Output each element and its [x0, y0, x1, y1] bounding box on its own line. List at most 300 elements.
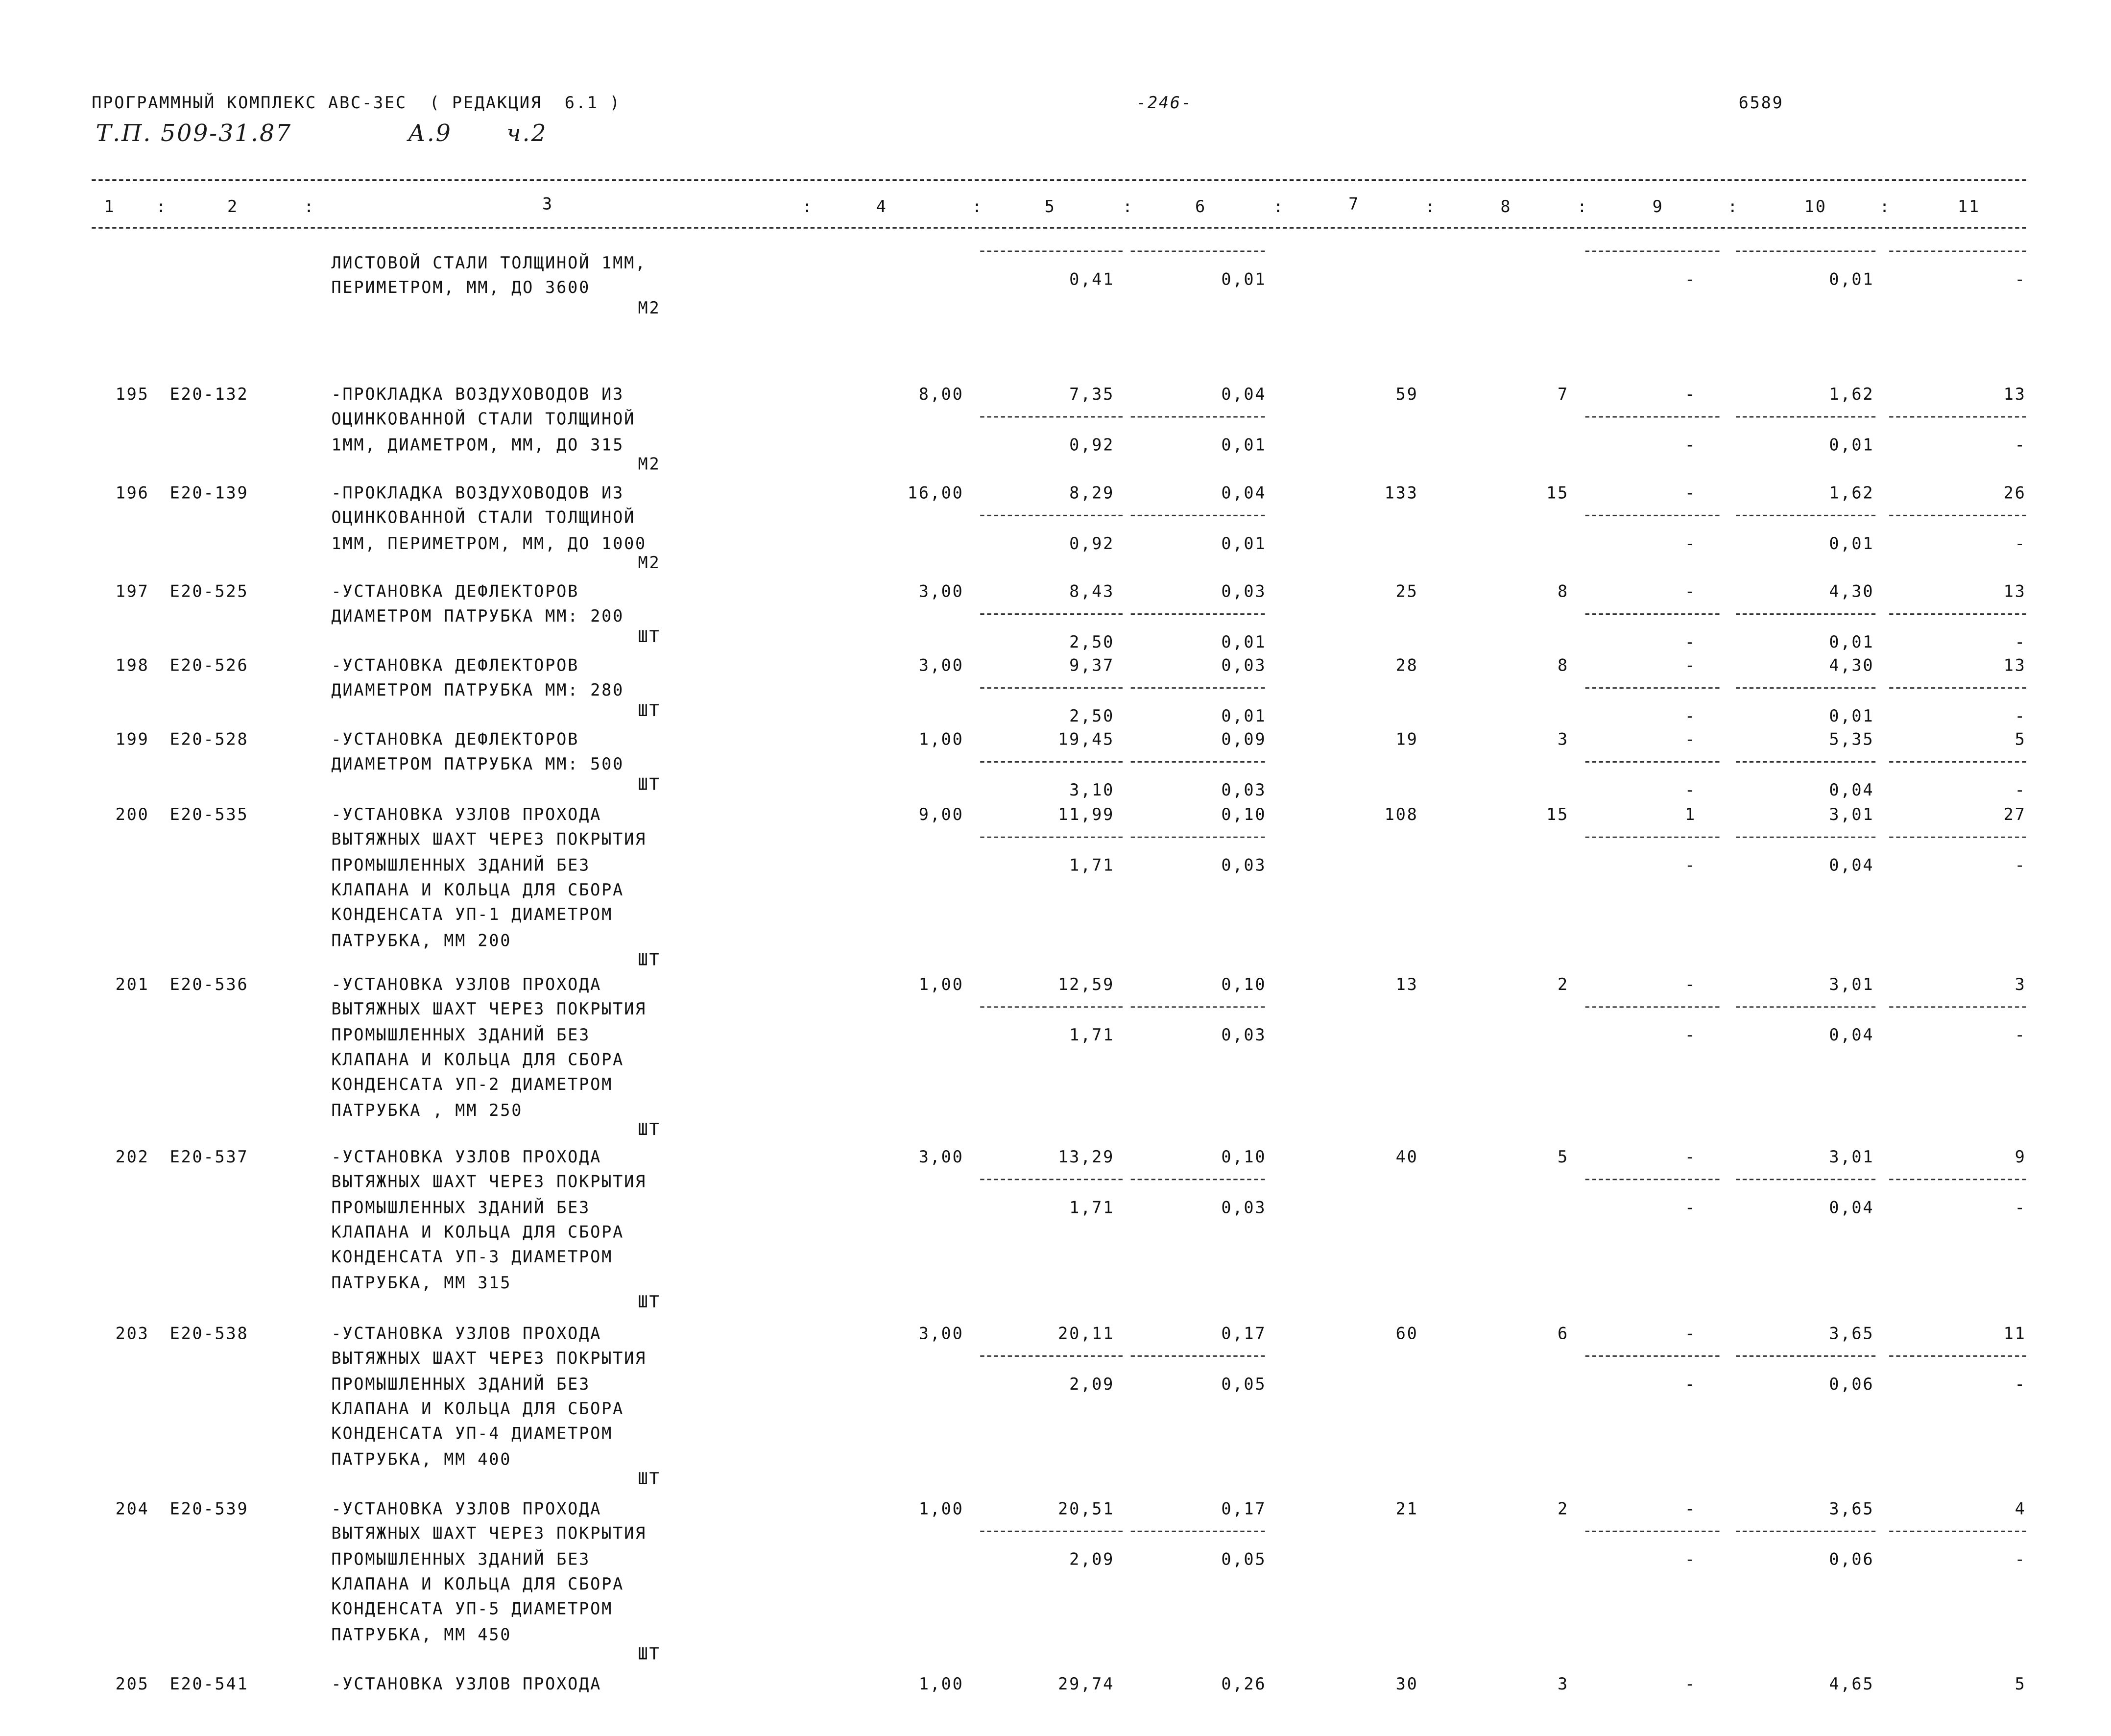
cell-divider-rule: [1585, 417, 1720, 418]
total-labor-value: 11: [2003, 1324, 2026, 1343]
cell-divider-rule: [1585, 837, 1720, 839]
total-labor-value: 26: [2003, 483, 2026, 503]
unit-cost-value: 13,29: [1058, 1147, 1115, 1167]
labor-value: 4,30: [1829, 581, 1874, 602]
machine-wage-value: 0,03: [1221, 1025, 1267, 1044]
column-9-value: -: [1684, 483, 1697, 503]
column-9-value: -: [1684, 385, 1697, 404]
labor-secondary: 0,01: [1829, 434, 1874, 454]
total-labor-value: 9: [2015, 1147, 2026, 1167]
work-description-line: КЛАПАНА И КОЛЬЦА ДЛЯ СБОРА: [331, 1050, 624, 1069]
column-9-secondary: -: [1684, 1374, 1697, 1394]
column-separator: :: [972, 197, 984, 217]
page-number: -246-: [1136, 93, 1193, 113]
cell-divider-rule: [1889, 515, 2026, 517]
column-separator: :: [1879, 197, 1891, 217]
work-description-line: ПАТРУБКА, ММ 450: [331, 1624, 512, 1644]
row-number: 202: [115, 1147, 149, 1167]
quantity-value: 8,00: [918, 385, 964, 404]
cell-divider-rule: [1585, 1531, 1720, 1533]
cell-divider-rule: [980, 1531, 1123, 1533]
cell-divider-rule: [1131, 1007, 1265, 1008]
cell-divider-rule: [980, 1356, 1123, 1357]
machine-wage-value: 0,05: [1221, 1549, 1267, 1568]
work-description-line: -УСТАНОВКА ДЕФЛЕКТОРОВ: [331, 655, 579, 675]
unit-cost-value: 12,59: [1058, 975, 1115, 994]
total-labor-secondary: -: [2015, 780, 2026, 799]
wages-value: 8: [1558, 655, 1569, 675]
cell-divider-rule: [1585, 688, 1720, 689]
labor-value: 3,01: [1829, 975, 1874, 994]
column-9-value: -: [1684, 729, 1697, 749]
labor-secondary: 0,01: [1829, 269, 1874, 289]
total-labor-secondary: -: [2015, 1025, 2026, 1044]
labor-value: 4,30: [1829, 655, 1874, 675]
wages-value: 2: [1558, 975, 1569, 994]
labor-value: 5,35: [1829, 729, 1874, 749]
work-description-line: ВЫТЯЖНЫХ ШАХТ ЧЕРЕЗ ПОКРЫТИЯ: [331, 1349, 647, 1369]
total-cost-value: 60: [1395, 1324, 1418, 1343]
column-9-value: -: [1684, 1499, 1697, 1519]
work-description-line: ДИАМЕТРОМ ПАТРУБКА ММ: 200: [331, 607, 624, 627]
cell-divider-rule: [1889, 417, 2026, 418]
cell-divider-rule: [1736, 762, 1875, 763]
unit-cost-value: 8,29: [1069, 483, 1115, 503]
unit-wage-value: 2,09: [1069, 1549, 1115, 1568]
unit-wage-value: 2,09: [1069, 1374, 1115, 1394]
total-cost-value: 133: [1384, 483, 1418, 503]
quantity-value: 16,00: [907, 483, 964, 503]
work-description-line: -УСТАНОВКА УЗЛОВ ПРОХОДА: [331, 1499, 602, 1519]
machine-wage-value: 0,03: [1221, 1197, 1267, 1217]
column-9-value: -: [1684, 655, 1697, 675]
wages-value: 15: [1546, 483, 1569, 503]
work-description-line: ПРОМЫШЛЕННЫХ ЗДАНИЙ БЕЗ: [331, 1374, 591, 1394]
unit-cost-value: 8,43: [1069, 581, 1115, 602]
unit-cost-value: 20,51: [1058, 1499, 1115, 1519]
cell-divider-rule: [1889, 1356, 2026, 1357]
column-header-4: 4: [876, 197, 888, 217]
work-description-line: -ПРОКЛАДКА ВОЗДУХОВОДОВ ИЗ: [331, 483, 624, 503]
machine-wage-value: 0,01: [1221, 434, 1267, 454]
column-9-secondary: -: [1684, 632, 1697, 651]
cell-divider-rule: [980, 837, 1123, 839]
row-number: 199: [115, 729, 149, 749]
total-labor-value: 5: [2015, 1674, 2026, 1694]
machine-cost-value: 0,03: [1221, 655, 1267, 675]
total-labor-secondary: -: [2015, 434, 2026, 454]
cell-divider-rule: [1736, 1007, 1875, 1008]
column-separator: :: [304, 197, 315, 217]
row-number: 197: [115, 581, 149, 602]
unit-wage-value: 0,92: [1069, 434, 1115, 454]
unit-of-measure: ШТ: [638, 1292, 661, 1312]
labor-value: 3,01: [1829, 1147, 1874, 1167]
column-9-secondary: -: [1684, 706, 1697, 725]
work-description-line: ПРОМЫШЛЕННЫХ ЗДАНИЙ БЕЗ: [331, 855, 591, 874]
quantity-value: 1,00: [918, 975, 964, 994]
labor-secondary: 0,01: [1829, 706, 1874, 725]
cell-divider-rule: [1889, 1531, 2026, 1533]
total-labor-value: 3: [2015, 975, 2026, 994]
unit-wage-value: 0,41: [1069, 269, 1115, 289]
total-labor-value: 13: [2003, 581, 2026, 602]
quantity-value: 3,00: [918, 581, 964, 602]
cell-divider-rule: [1131, 837, 1265, 839]
total-labor-value: 13: [2003, 385, 2026, 404]
column-9-value: -: [1684, 975, 1697, 994]
row-number: 196: [115, 483, 149, 503]
labor-value: 1,62: [1829, 385, 1874, 404]
total-labor-value: 27: [2003, 805, 2026, 824]
cell-divider-rule: [1889, 250, 2026, 252]
total-labor-value: 5: [2015, 729, 2026, 749]
rate-code: Е20-536: [169, 975, 249, 994]
quantity-value: 1,00: [918, 729, 964, 749]
column-9-secondary: -: [1684, 1197, 1697, 1217]
row-number: 205: [115, 1674, 149, 1694]
work-description-line: -УСТАНОВКА ДЕФЛЕКТОРОВ: [331, 729, 579, 749]
work-description-line: ПАТРУБКА, ММ 200: [331, 930, 512, 950]
machine-cost-value: 0,10: [1221, 975, 1267, 994]
unit-of-measure: ШТ: [638, 700, 661, 720]
program-header: ПРОГРАММНЫЙ КОМПЛЕКС АВС-ЗЕС ( РЕДАКЦИЯ 6.1 ): [92, 93, 621, 113]
labor-secondary: 0,06: [1829, 1549, 1874, 1568]
quantity-value: 3,00: [918, 1324, 964, 1343]
work-description-line: ПАТРУБКА , ММ 250: [331, 1100, 523, 1119]
rate-code: Е20-139: [169, 483, 249, 503]
cell-divider-rule: [1585, 1356, 1720, 1357]
cell-divider-rule: [1131, 515, 1265, 517]
column-9-secondary: -: [1684, 780, 1697, 799]
machine-wage-value: 0,01: [1221, 269, 1267, 289]
work-description-line: ВЫТЯЖНЫХ ШАХТ ЧЕРЕЗ ПОКРЫТИЯ: [331, 1000, 647, 1019]
cell-divider-rule: [1131, 1531, 1265, 1533]
rate-code: Е20-525: [169, 581, 249, 602]
column-separator: :: [802, 197, 814, 217]
work-description-line: КОНДЕНСАТА УП-3 ДИАМЕТРОМ: [331, 1247, 613, 1267]
column-header-8: 8: [1500, 197, 1512, 217]
column-9-value: -: [1684, 1674, 1697, 1694]
total-cost-value: 19: [1395, 729, 1418, 749]
column-header-3: 3: [542, 194, 553, 214]
column-9-value: -: [1684, 581, 1697, 602]
unit-cost-value: 9,37: [1069, 655, 1115, 675]
rate-code: Е20-132: [169, 385, 249, 404]
work-description-line: ОЦИНКОВАННОЙ СТАЛИ ТОЛЩИНОЙ: [331, 410, 636, 429]
total-labor-value: 4: [2015, 1499, 2026, 1519]
column-separator: :: [1727, 197, 1739, 217]
column-header-7: 7: [1348, 194, 1360, 214]
labor-secondary: 0,06: [1829, 1374, 1874, 1394]
work-description-line: КОНДЕНСАТА УП-2 ДИАМЕТРОМ: [331, 1075, 613, 1094]
total-labor-secondary: -: [2015, 269, 2026, 289]
handwritten-part: ч.2: [506, 120, 548, 148]
work-description-line: КЛАПАНА И КОЛЬЦА ДЛЯ СБОРА: [331, 1222, 624, 1242]
work-description-line: ПРОМЫШЛЕННЫХ ЗДАНИЙ БЕЗ: [331, 1197, 591, 1217]
work-description-line: ДИАМЕТРОМ ПАТРУБКА ММ: 500: [331, 754, 624, 774]
cell-divider-rule: [1736, 417, 1875, 418]
quantity-value: 3,00: [918, 1147, 964, 1167]
work-description-line: КОНДЕНСАТА УП-1 ДИАМЕТРОМ: [331, 905, 613, 925]
total-labor-secondary: -: [2015, 1549, 2026, 1568]
machine-wage-value: 0,03: [1221, 855, 1267, 874]
total-cost-value: 21: [1395, 1499, 1418, 1519]
wages-value: 6: [1558, 1324, 1569, 1343]
unit-of-measure: ШТ: [638, 1469, 661, 1488]
total-cost-value: 25: [1395, 581, 1418, 602]
work-description-line: -УСТАНОВКА УЗЛОВ ПРОХОДА: [331, 975, 602, 994]
work-description-line: ПАТРУБКА, ММ 315: [331, 1272, 512, 1292]
quantity-value: 3,00: [918, 655, 964, 675]
labor-secondary: 0,01: [1829, 533, 1874, 553]
cell-divider-rule: [1585, 614, 1720, 615]
rate-code: Е20-541: [169, 1674, 249, 1694]
column-separator: :: [156, 197, 168, 217]
unit-cost-value: 20,11: [1058, 1324, 1115, 1343]
work-description-line: КЛАПАНА И КОЛЬЦА ДЛЯ СБОРА: [331, 1574, 624, 1594]
unit-wage-value: 0,92: [1069, 533, 1115, 553]
column-header-5: 5: [1044, 197, 1056, 217]
row-number: 204: [115, 1499, 149, 1519]
machine-cost-value: 0,04: [1221, 385, 1267, 404]
labor-value: 4,65: [1829, 1674, 1874, 1694]
total-labor-secondary: -: [2015, 706, 2026, 725]
total-cost-value: 40: [1395, 1147, 1418, 1167]
column-header-6: 6: [1195, 197, 1207, 217]
row-number: 200: [115, 805, 149, 824]
labor-secondary: 0,04: [1829, 855, 1874, 874]
labor-value: 1,62: [1829, 483, 1874, 503]
cell-divider-rule: [1131, 1356, 1265, 1357]
work-description-line: ЛИСТОВОЙ СТАЛИ ТОЛЩИНОЙ 1ММ,: [331, 253, 647, 273]
document-number: 6589: [1738, 93, 1784, 113]
unit-cost-value: 19,45: [1058, 729, 1115, 749]
total-labor-secondary: -: [2015, 632, 2026, 651]
cell-divider-rule: [1585, 250, 1720, 252]
labor-value: 3,01: [1829, 805, 1874, 824]
wages-value: 3: [1558, 1674, 1569, 1694]
work-description-line: -УСТАНОВКА УЗЛОВ ПРОХОДА: [331, 805, 602, 824]
rate-code: Е20-538: [169, 1324, 249, 1343]
cell-divider-rule: [1889, 1179, 2026, 1181]
column-header-11: 11: [1957, 197, 1980, 217]
work-description-line: ВЫТЯЖНЫХ ШАХТ ЧЕРЕЗ ПОКРЫТИЯ: [331, 1172, 647, 1192]
quantity-value: 1,00: [918, 1499, 964, 1519]
column-9-value: -: [1684, 1147, 1697, 1167]
cell-divider-rule: [1585, 1179, 1720, 1181]
machine-wage-value: 0,03: [1221, 780, 1267, 799]
work-description-line: -ПРОКЛАДКА ВОЗДУХОВОДОВ ИЗ: [331, 385, 624, 404]
machine-cost-value: 0,09: [1221, 729, 1267, 749]
machine-cost-value: 0,26: [1221, 1674, 1267, 1694]
unit-of-measure: М2: [638, 553, 661, 573]
cell-divider-rule: [1736, 250, 1875, 252]
unit-cost-value: 29,74: [1058, 1674, 1115, 1694]
machine-cost-value: 0,04: [1221, 483, 1267, 503]
work-description-line: ОЦИНКОВАННОЙ СТАЛИ ТОЛЩИНОЙ: [331, 508, 636, 528]
wages-value: 15: [1546, 805, 1569, 824]
column-header-9: 9: [1652, 197, 1664, 217]
wages-value: 2: [1558, 1499, 1569, 1519]
labor-value: 3,65: [1829, 1324, 1874, 1343]
work-description-line: -УСТАНОВКА УЗЛОВ ПРОХОДА: [331, 1324, 602, 1343]
unit-of-measure: ШТ: [638, 1119, 661, 1139]
unit-wage-value: 1,71: [1069, 1197, 1115, 1217]
unit-wage-value: 2,50: [1069, 632, 1115, 651]
work-description-line: ВЫТЯЖНЫХ ШАХТ ЧЕРЕЗ ПОКРЫТИЯ: [331, 830, 647, 849]
quantity-value: 1,00: [918, 1674, 964, 1694]
work-description-line: КЛАПАНА И КОЛЬЦА ДЛЯ СБОРА: [331, 880, 624, 900]
labor-secondary: 0,01: [1829, 632, 1874, 651]
cell-divider-rule: [1889, 1007, 2026, 1008]
unit-of-measure: М2: [638, 454, 661, 474]
column-header-1: 1: [104, 197, 116, 217]
unit-of-measure: ШТ: [638, 950, 661, 969]
total-cost-value: 59: [1395, 385, 1418, 404]
cell-divider-rule: [1889, 688, 2026, 689]
total-labor-secondary: -: [2015, 533, 2026, 553]
unit-of-measure: ШТ: [638, 1644, 661, 1664]
cell-divider-rule: [980, 515, 1123, 517]
total-labor-value: 13: [2003, 655, 2026, 675]
unit-wage-value: 2,50: [1069, 706, 1115, 725]
machine-wage-value: 0,01: [1221, 632, 1267, 651]
cell-divider-rule: [1585, 1007, 1720, 1008]
unit-of-measure: ШТ: [638, 626, 661, 646]
quantity-value: 9,00: [918, 805, 964, 824]
cell-divider-rule: [980, 614, 1123, 615]
cell-divider-rule: [980, 250, 1123, 252]
header-top-rule: [92, 179, 2026, 181]
total-labor-secondary: -: [2015, 855, 2026, 874]
unit-cost-value: 11,99: [1058, 805, 1115, 824]
unit-wage-value: 3,10: [1069, 780, 1115, 799]
work-description-line: ВЫТЯЖНЫХ ШАХТ ЧЕРЕЗ ПОКРЫТИЯ: [331, 1524, 647, 1543]
total-labor-secondary: -: [2015, 1197, 2026, 1217]
machine-wage-value: 0,01: [1221, 533, 1267, 553]
work-description-line: КОНДЕНСАТА УП-4 ДИАМЕТРОМ: [331, 1424, 613, 1444]
column-9-secondary: -: [1684, 1025, 1697, 1044]
work-description-line: -УСТАНОВКА УЗЛОВ ПРОХОДА: [331, 1147, 602, 1167]
row-number: 198: [115, 655, 149, 675]
cell-divider-rule: [1889, 614, 2026, 615]
work-description-line: ДИАМЕТРОМ ПАТРУБКА ММ: 280: [331, 680, 624, 700]
unit-of-measure: М2: [638, 298, 661, 317]
column-9-secondary: -: [1684, 533, 1697, 553]
cell-divider-rule: [1736, 1531, 1875, 1533]
work-description-line: ПРОМЫШЛЕННЫХ ЗДАНИЙ БЕЗ: [331, 1549, 591, 1568]
unit-wage-value: 1,71: [1069, 1025, 1115, 1044]
labor-secondary: 0,04: [1829, 1197, 1874, 1217]
column-separator: :: [1577, 197, 1588, 217]
row-number: 201: [115, 975, 149, 994]
wages-value: 7: [1558, 385, 1569, 404]
column-9-value: 1: [1684, 805, 1697, 824]
cell-divider-rule: [1585, 515, 1720, 517]
column-header-10: 10: [1804, 197, 1827, 217]
cell-divider-rule: [1131, 1179, 1265, 1181]
machine-cost-value: 0,03: [1221, 581, 1267, 602]
machine-cost-value: 0,17: [1221, 1324, 1267, 1343]
column-separator: :: [1122, 197, 1134, 217]
column-9-secondary: -: [1684, 1549, 1697, 1568]
work-description-line: 1ММ, ДИАМЕТРОМ, ММ, ДО 315: [331, 434, 624, 454]
cell-divider-rule: [1736, 614, 1875, 615]
machine-cost-value: 0,10: [1221, 1147, 1267, 1167]
machine-wage-value: 0,01: [1221, 706, 1267, 725]
cell-divider-rule: [1736, 515, 1875, 517]
work-description-line: ПАТРУБКА, ММ 400: [331, 1449, 512, 1469]
work-description-line: -УСТАНОВКА УЗЛОВ ПРОХОДА: [331, 1674, 602, 1694]
cell-divider-rule: [1131, 614, 1265, 615]
labor-secondary: 0,04: [1829, 780, 1874, 799]
work-description-line: ПРОМЫШЛЕННЫХ ЗДАНИЙ БЕЗ: [331, 1025, 591, 1044]
rate-code: Е20-539: [169, 1499, 249, 1519]
column-separator: :: [1273, 197, 1285, 217]
column-9-secondary: -: [1684, 269, 1697, 289]
labor-secondary: 0,04: [1829, 1025, 1874, 1044]
cell-divider-rule: [980, 762, 1123, 763]
total-cost-value: 108: [1384, 805, 1418, 824]
cell-divider-rule: [1889, 762, 2026, 763]
total-cost-value: 13: [1395, 975, 1418, 994]
total-labor-secondary: -: [2015, 1374, 2026, 1394]
cell-divider-rule: [980, 688, 1123, 689]
rate-code: Е20-528: [169, 729, 249, 749]
machine-cost-value: 0,17: [1221, 1499, 1267, 1519]
machine-cost-value: 0,10: [1221, 805, 1267, 824]
wages-value: 8: [1558, 581, 1569, 602]
column-separator: :: [1425, 197, 1437, 217]
cell-divider-rule: [980, 417, 1123, 418]
header-bottom-rule: [92, 227, 2026, 229]
row-number: 195: [115, 385, 149, 404]
cell-divider-rule: [980, 1007, 1123, 1008]
work-description-line: КОНДЕНСАТА УП-5 ДИАМЕТРОМ: [331, 1599, 613, 1619]
wages-value: 3: [1558, 729, 1569, 749]
work-description-line: 1ММ, ПЕРИМЕТРОМ, ММ, ДО 1000: [331, 533, 647, 553]
cell-divider-rule: [1736, 1179, 1875, 1181]
cell-divider-rule: [1131, 762, 1265, 763]
cell-divider-rule: [1131, 417, 1265, 418]
cell-divider-rule: [1585, 762, 1720, 763]
cell-divider-rule: [1736, 688, 1875, 689]
cell-divider-rule: [980, 1179, 1123, 1181]
column-9-value: -: [1684, 1324, 1697, 1343]
rate-code: Е20-535: [169, 805, 249, 824]
column-9-secondary: -: [1684, 434, 1697, 454]
handwritten-project-ref: Т.П. 509-31.87: [96, 120, 292, 148]
work-description-line: КЛАПАНА И КОЛЬЦА ДЛЯ СБОРА: [331, 1399, 624, 1419]
cell-divider-rule: [1131, 250, 1265, 252]
labor-value: 3,65: [1829, 1499, 1874, 1519]
wages-value: 5: [1558, 1147, 1569, 1167]
work-description-line: ПЕРИМЕТРОМ, ММ, ДО 3600: [331, 278, 591, 298]
cell-divider-rule: [1889, 837, 2026, 839]
cell-divider-rule: [1131, 688, 1265, 689]
rate-code: Е20-537: [169, 1147, 249, 1167]
cell-divider-rule: [1736, 1356, 1875, 1357]
total-cost-value: 30: [1395, 1674, 1418, 1694]
unit-of-measure: ШТ: [638, 774, 661, 794]
work-description-line: -УСТАНОВКА ДЕФЛЕКТОРОВ: [331, 581, 579, 602]
handwritten-album: А.9: [408, 120, 452, 148]
unit-wage-value: 1,71: [1069, 855, 1115, 874]
unit-cost-value: 7,35: [1069, 385, 1115, 404]
machine-wage-value: 0,05: [1221, 1374, 1267, 1394]
cell-divider-rule: [1736, 837, 1875, 839]
